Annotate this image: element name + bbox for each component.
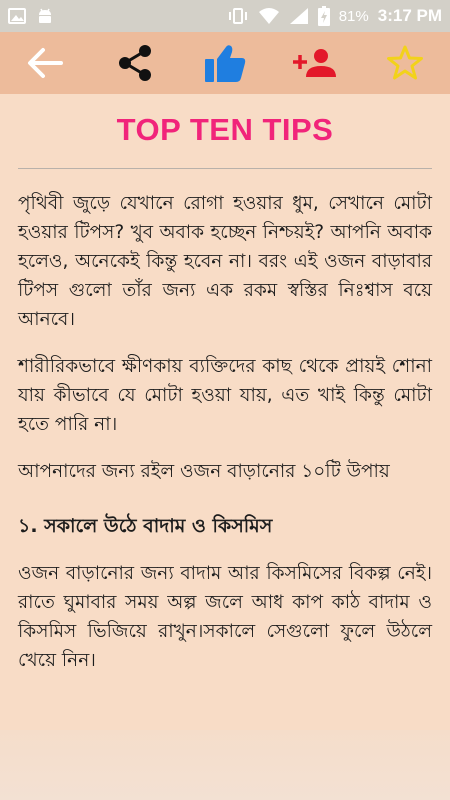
article-content[interactable] — [0, 94, 450, 730]
like-button[interactable] — [197, 35, 253, 91]
share-icon — [117, 44, 153, 82]
back-arrow-icon — [27, 47, 63, 79]
article-title: TOP TEN TIPS — [116, 112, 334, 147]
article-paragraph: আপনাদের জন্য রইল ওজন বাড়ানোর ১০টি উপায় — [18, 461, 390, 482]
status-notifications — [8, 8, 54, 24]
add-friend-icon — [292, 47, 338, 79]
article-paragraph: পৃথিবী জুড়ে যেখানে রোগা হওয়ার ধুম, সেখানে মোটা হওয়ার টিপস? খুব অবাক হচ্ছেন নিশ্চয়ই? আপনি অবাক হলেও, অনেকেই কিন্তু হবেন না। বরং এই ওজন বাড়াবার টিপস গুলো তাঁর জন্য এক রকম স্বস্তির নিঃশ্বাস বয়ে আনবে। — [18, 193, 432, 330]
action-toolbar — [0, 32, 450, 94]
android-notification-icon — [36, 8, 54, 24]
section-heading: ১. সকালে উঠে বাদাম ও কিসমিস — [18, 515, 273, 537]
article-paragraph: শারীরিকভাবে ক্ষীণকায় ব্যক্তিদের কাছ থেকে প্রায়ই শোনা যায় কীভাবে যে মোটা হওয়া যায়, এত খাই কিন্তু মোটা হতে পারি না। — [18, 356, 432, 435]
battery-icon — [318, 6, 330, 26]
status-bar — [0, 0, 450, 32]
section-paragraph: ওজন বাড়ানোর জন্য বাদাম আর কিসমিসের বিকল্প নেই। রাতে ঘুমাবার সময় অল্প জলে আধ কাপ কাঠ বাদাম ও কিসমিস ভিজিয়ে রাখুন।সকালে সেগুলো ফুলে উঠলে খেয়ে নিন। — [18, 563, 432, 671]
star-icon — [386, 45, 424, 81]
title-divider — [18, 168, 432, 169]
share-button[interactable] — [107, 35, 163, 91]
bottom-banner-area — [0, 730, 450, 800]
clock: 3:17 PM — [377, 6, 442, 25]
add-friend-button[interactable] — [287, 35, 343, 91]
battery-percentage: 81% — [338, 7, 369, 25]
back-button[interactable] — [17, 35, 73, 91]
vibrate-icon — [227, 7, 249, 25]
favorite-button[interactable] — [377, 35, 433, 91]
thumbs-up-icon — [204, 43, 246, 83]
wifi-icon — [258, 7, 280, 25]
gallery-notification-icon — [8, 8, 26, 24]
signal-icon — [289, 7, 309, 25]
